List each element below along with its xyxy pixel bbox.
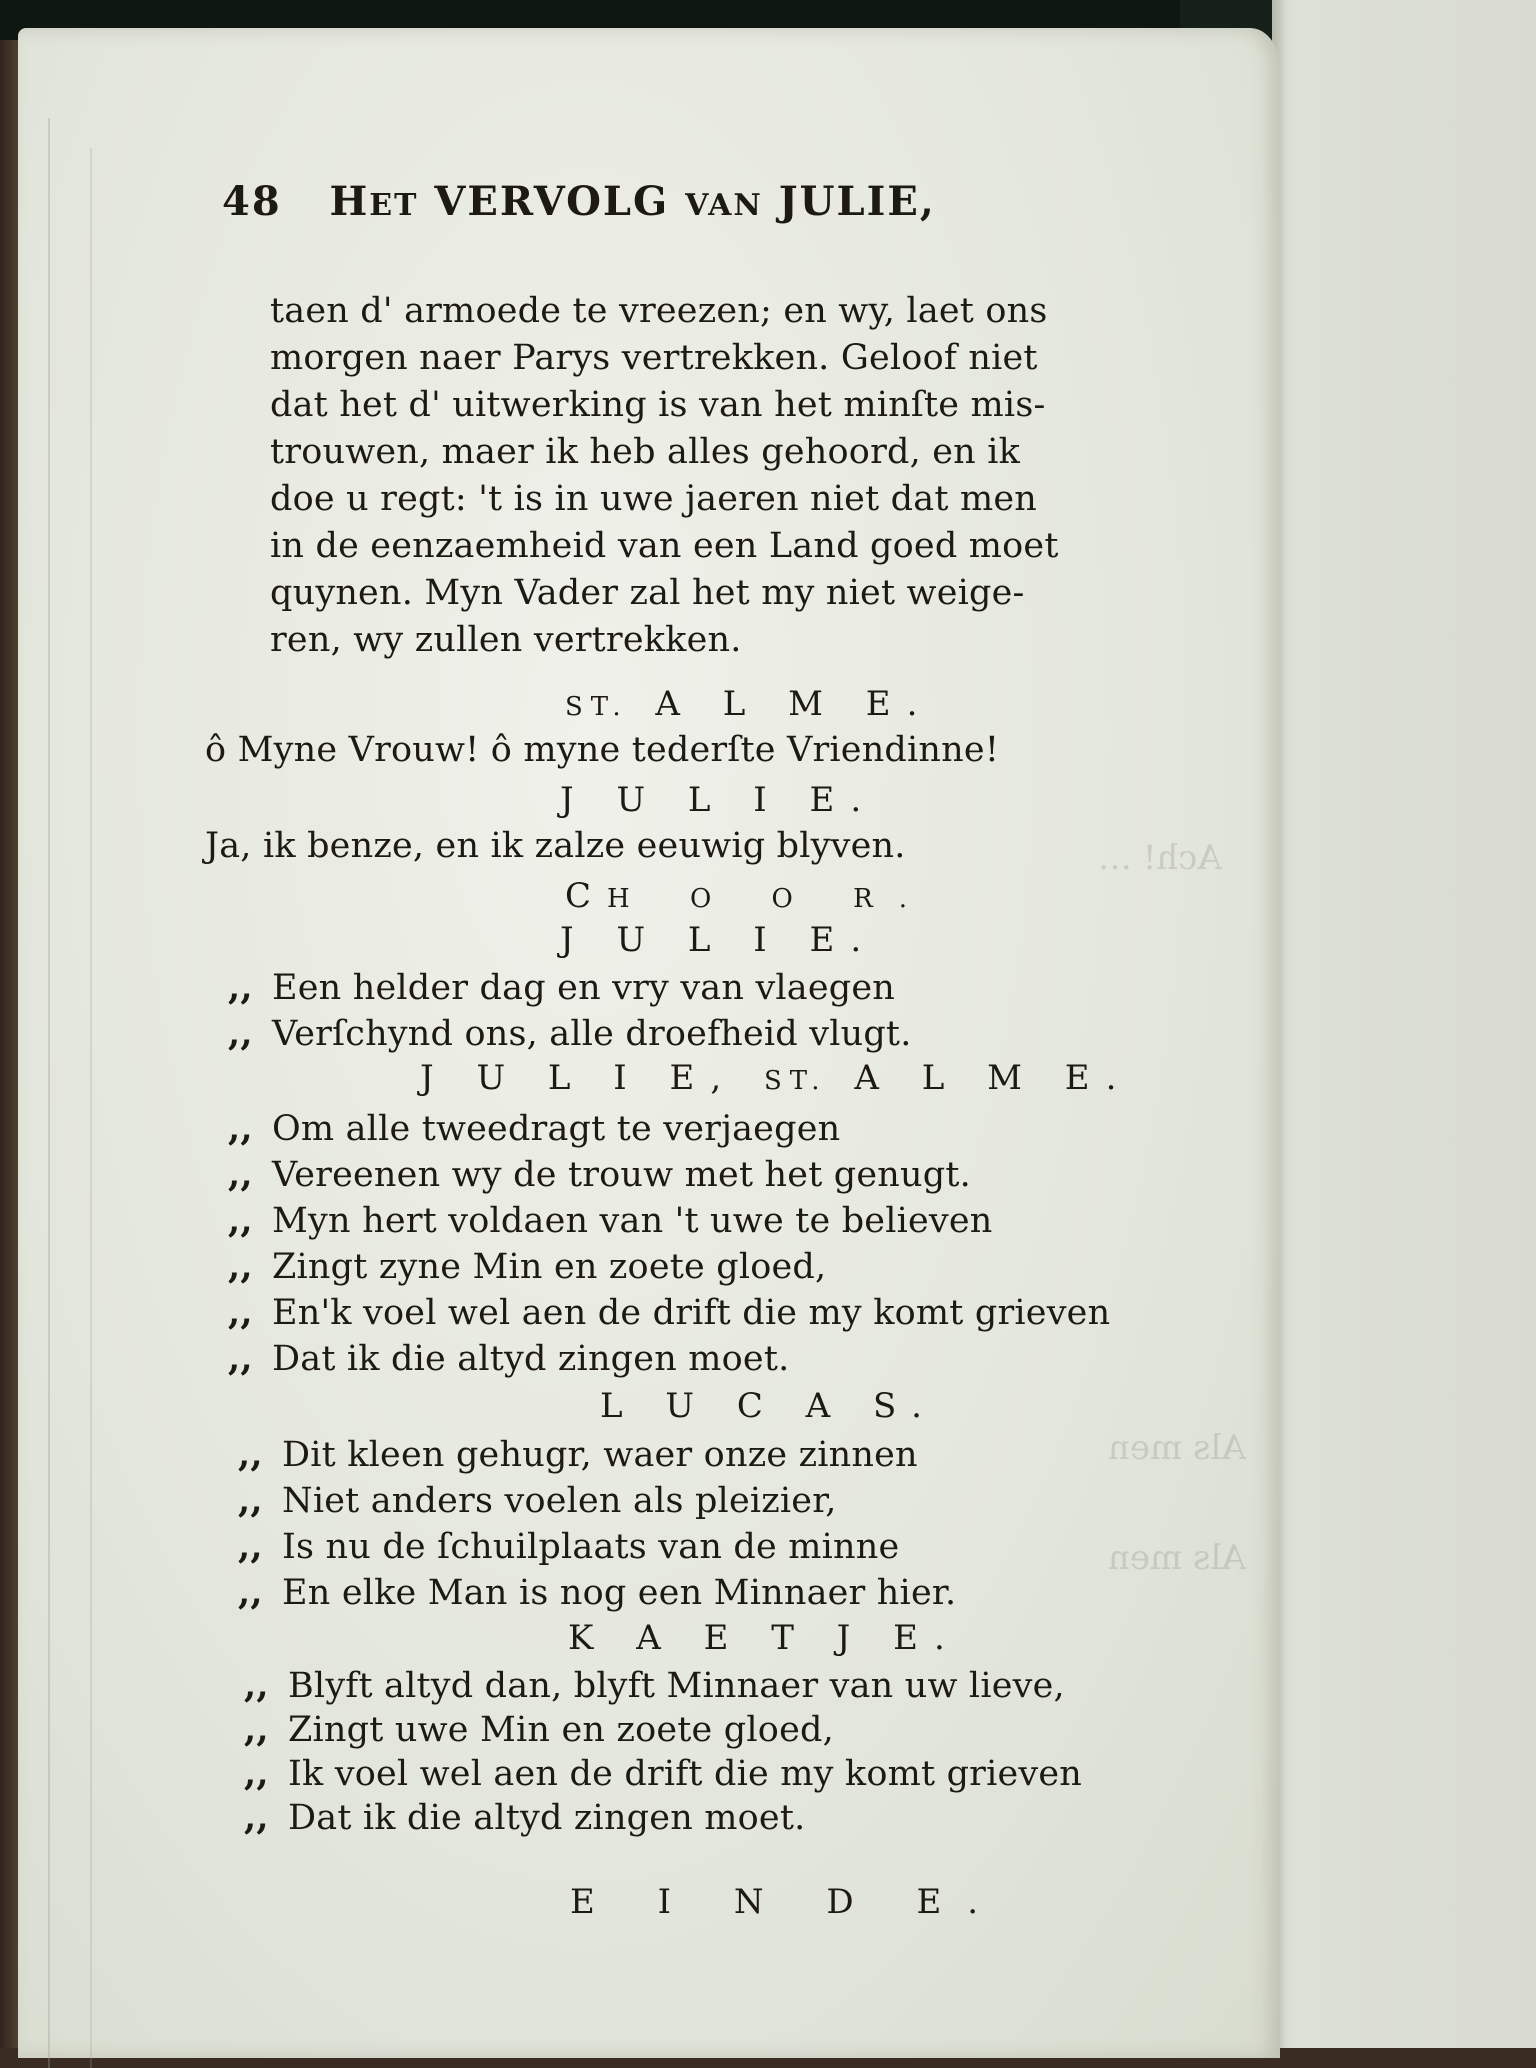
verse-block-kaetje (244, 1664, 1082, 1840)
quote-mark: ,, (238, 1526, 263, 1567)
quote-mark: ,, (238, 1572, 263, 1613)
quote-mark: ,, (228, 1154, 253, 1195)
quote-mark: ,, (228, 1246, 253, 1287)
quote-mark: ,, (244, 1665, 269, 1706)
verse-block-lucas (238, 1432, 956, 1616)
verse-line: ,, Verſchynd ons, alle droefheid vlugt. (228, 1011, 912, 1057)
speech-line-julie: Ja, ik benze, en ik zalze eeuwig blyven. (205, 826, 906, 866)
speaker-heading-choor: CH O O R. (565, 876, 933, 916)
header-title-main: VERVOLG (434, 178, 670, 225)
paragraph-line: taen d' armoede te vreezen; en wy, laet ons (270, 291, 1048, 331)
page-number: 48 (222, 178, 282, 225)
speaker-heading-kaetje: K A E T J E. (568, 1618, 961, 1658)
header-van: VAN (685, 188, 763, 223)
header-title-end: JULIE, (778, 178, 936, 225)
paragraph-line: dat het d' uitwerking is van het minſte mis- (270, 385, 1046, 425)
verse-line: ,, Myn hert voldaen van 't uwe te believen (228, 1198, 1110, 1244)
verse-line: ,, Zingt uwe Min en zoete gloed, (244, 1709, 834, 1750)
paragraph-line: morgen naer Parys vertrekken. Geloof niet (270, 338, 1038, 378)
speaker-heading-julie-st-alme: J U L I E, ST. A L M E. (420, 1058, 1133, 1098)
end-mark-einde: E I N D E. (570, 1882, 1005, 1922)
verse-line: ,, Om alle tweedragt te verjaegen (228, 1106, 1110, 1152)
header-het-cap: H (329, 178, 370, 225)
page-fold-line (48, 118, 50, 2068)
verse-line: ,, Dat ik die altyd zingen moet. (228, 1336, 1110, 1382)
verse-line: ,, Een helder dag en vry van vlaegen (228, 965, 912, 1011)
show-through-text: Als men (1108, 1538, 1246, 1578)
quote-mark: ,, (228, 1013, 253, 1054)
paragraph-line: ren, wy zullen vertrekken. (270, 620, 742, 660)
facing-page (1272, 0, 1536, 2048)
paragraph-line: in de eenzaemheid van een Land goed moet (270, 526, 1059, 566)
paragraph-line: doe u regt: 't is in uwe jaeren niet dat men (270, 479, 1037, 519)
speaker-heading-julie: J U L I E. (560, 920, 878, 960)
verse-line: ,, Blyft altyd dan, blyft Minnaer van uw lieve, (244, 1665, 1065, 1706)
verse-line: ,, Zingt zyne Min en zoete gloed, (228, 1244, 1110, 1290)
verse-line: ,, En'k voel wel aen de drift die my komt grieven (228, 1290, 1110, 1336)
verse-line: ,, Ik voel wel aen de drift die my komt grieven (244, 1753, 1083, 1794)
speech-line-st-alme: ô Myne Vrouw! ô myne tederſte Vriendinne! (205, 730, 1000, 770)
verse-block-julie-st-alme (228, 1106, 1110, 1382)
quote-mark: ,, (228, 1108, 253, 1149)
paragraph-line: quynen. Myn Vader zal het my niet weige- (270, 573, 1025, 613)
speaker-heading-lucas: L U C A S. (600, 1386, 938, 1426)
page-fold-line (90, 148, 92, 2068)
verse-line: ,, Dat ik die altyd zingen moet. (244, 1797, 806, 1838)
quote-mark: ,, (228, 967, 253, 1008)
verse-line: ,, Niet anders voelen als pleizier, (238, 1478, 956, 1524)
quote-mark: ,, (228, 1338, 253, 1379)
verse-line: ,, Vereenen wy de trouw met het genugt. (228, 1152, 1110, 1198)
show-through-text: Ach! … (1098, 838, 1222, 878)
verse-block-julie (228, 965, 912, 1057)
verse-line: ,, En elke Man is nog een Minnaer hier. (238, 1570, 956, 1616)
speaker-heading-julie: J U L I E. (560, 780, 878, 820)
quote-mark: ,, (244, 1753, 269, 1794)
quote-mark: ,, (244, 1797, 269, 1838)
speaker-heading-st-alme: ST. A L M E. (565, 684, 934, 724)
verse-line: ,, Is nu de ſchuilplaats van de minne (238, 1524, 956, 1570)
running-header (222, 178, 936, 225)
prose-paragraph (270, 288, 1230, 664)
quote-mark: ,, (228, 1200, 253, 1241)
quote-mark: ,, (244, 1709, 269, 1750)
paragraph-line: trouwen, maer ik heb alles gehoord, en ik (270, 432, 1021, 472)
quote-mark: ,, (238, 1434, 263, 1475)
verse-line: ,, Dit kleen gehugr, waer onze zinnen (238, 1432, 956, 1478)
header-het-rest: ET (369, 188, 419, 223)
quote-mark: ,, (238, 1480, 263, 1521)
show-through-text: Als men (1108, 1428, 1246, 1468)
quote-mark: ,, (228, 1292, 253, 1333)
